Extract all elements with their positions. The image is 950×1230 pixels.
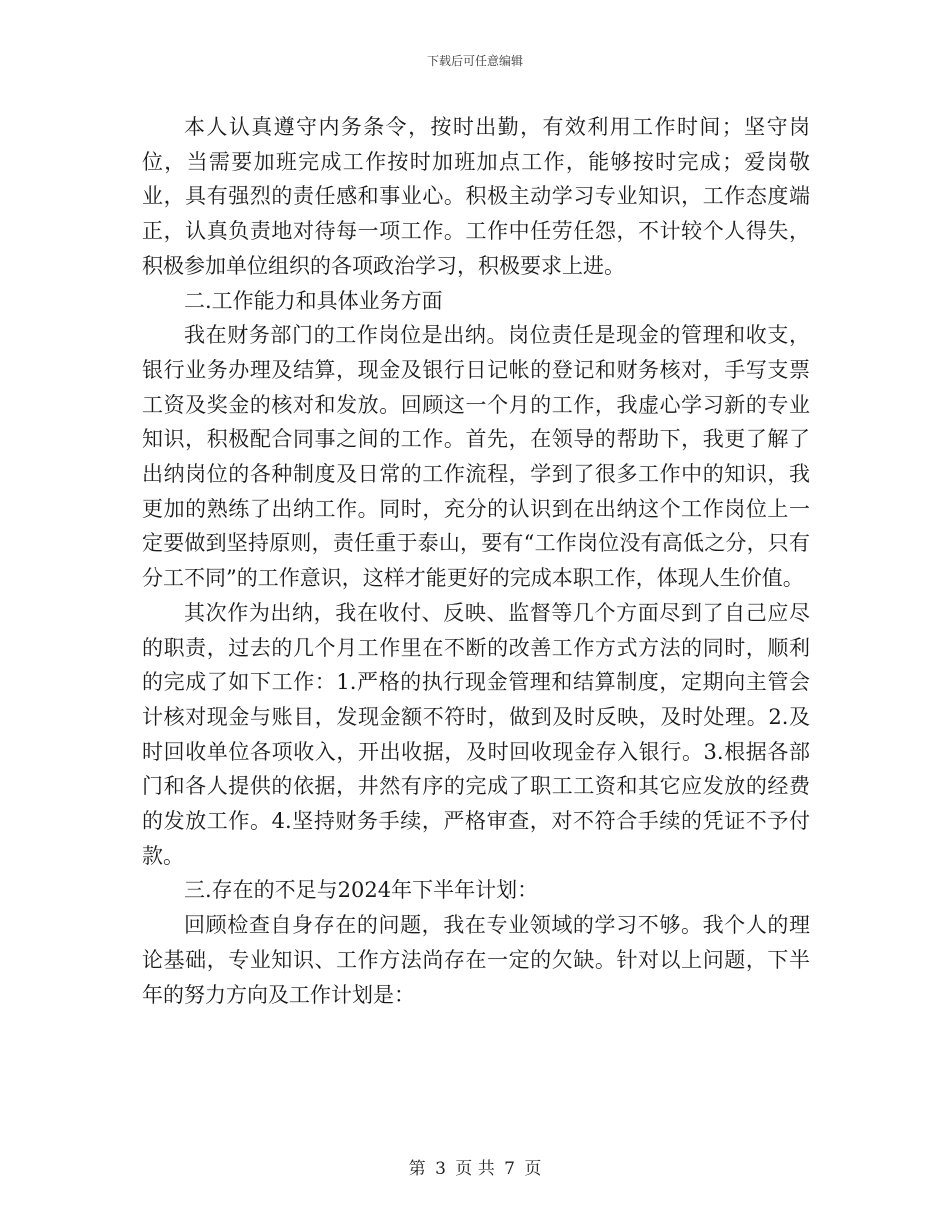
footer-prefix: 第	[408, 1159, 426, 1179]
paragraph-cashier-role: 我在财务部门的工作岗位是出纳。岗位责任是现金的管理和收支，银行业务办理及结算，现金及银行日记帐的登记和财务核对，手写支票工资及奖金的核对和发放。回顾这一个月的工作，我虚心学习新的专业知识，积极配合同事之间的工作。首先，在领导的帮助下，我更了解了出纳岗位的各种制度及日常的工作流程，学到了很多工作中的知识，我更加的熟练了出纳工作。同时，充分的认识到在出纳这个工作岗位上一定要做到坚持原则，责任重于泰山，要有“工作岗位没有高低之分，只有分工不同”的工作意识，这样才能更好的完成本职工作，体现人生价值。	[142, 323, 810, 591]
paragraph-self-review: 回顾检查自身存在的问题，我在专业领域的学习不够。我个人的理论基础，专业知识、工作方法尚存在一定的欠缺。针对以上问题，下半年的努力方向及工作计划是：	[142, 913, 810, 1007]
footer-suffix: 页	[524, 1159, 542, 1179]
paragraph-work-attitude: 本人认真遵守内务条令，按时出勤，有效利用工作时间；坚守岗位，当需要加班完成工作按时加班加点工作，能够按时完成；爱岗敬业，具有强烈的责任感和事业心。积极主动学习专业知识，工作态度端正，认真负责地对待每一项工作。工作中任劳任怨，不计较个人得失，积极参加单位组织的各项政治学习，积极要求上进。	[142, 115, 810, 278]
paragraph-duties-completed: 其次作为出纳，我在收付、反映、监督等几个方面尽到了自己应尽的职责，过去的几个月工作里在不断的改善工作方式方法的同时，顺利的完成了如下工作：1.严格的执行现金管理和结算制度，定期向主管会计核对现金与账目，发现金额不符时，做到及时反映，及时处理。2.及时回收单位各项收入，开出收据，及时回收现金存入银行。3.根据各部门和各人提供的依据，井然有序的完成了职工工资和其它应发放的经费的发放工作。4.坚持财务手续，严格审查，对不符合手续的凭证不予付款。	[142, 600, 810, 868]
page-footer	[0, 1154, 950, 1179]
footer-total-pages: 7	[504, 1159, 515, 1179]
page-header: 下载后可任意编辑	[426, 54, 523, 68]
section-heading-work-ability: 二.工作能力和具体业务方面	[184, 288, 443, 313]
footer-page-number: 3	[435, 1159, 446, 1179]
document-body	[142, 110, 810, 1012]
footer-middle: 页 共	[455, 1159, 495, 1179]
section-heading-shortcomings-plan: 三.存在的不足与2024年下半年计划：	[184, 878, 539, 903]
